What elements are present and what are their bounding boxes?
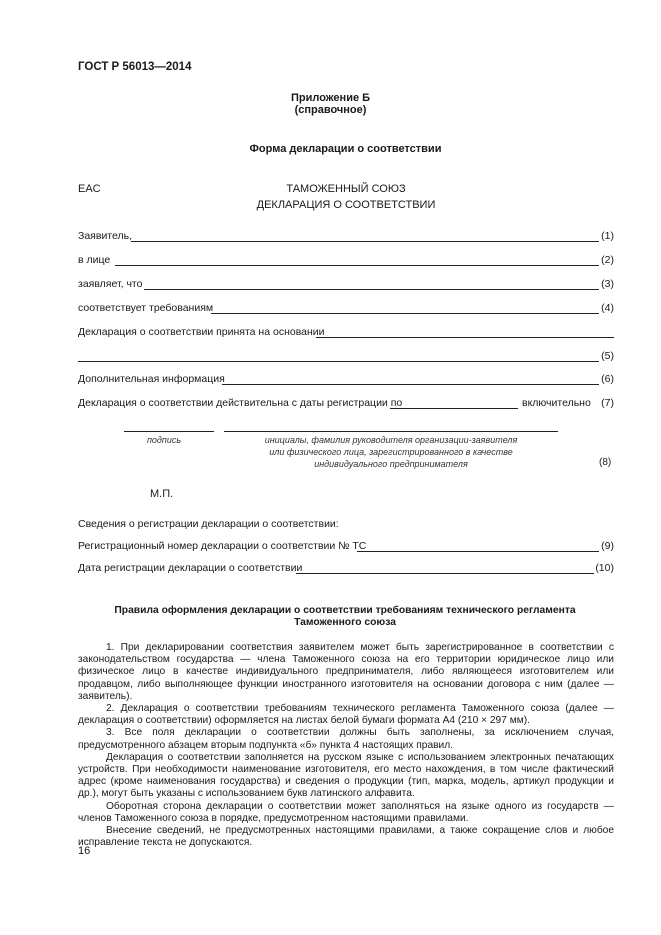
appendix-subtitle: (справочное) [294,104,367,116]
rules-body [78,642,614,849]
fill-line [131,241,599,242]
rules-paragraph: 3. Все поля декларации о соответствии должны быть заполнены, за исключением случая, предусмотренного абзацем вторым подпункта «б» пункта 4 настоящих правил. [78,727,614,751]
eac-mark: EAC [78,183,101,195]
field-validity [78,397,614,410]
field-requirements [78,302,614,315]
field-number: (9) [601,540,614,552]
field-basis [78,326,614,339]
field-number: (5) [601,350,614,362]
name-caption-line1: инициалы, фамилия руководителя организации-заявителя [264,435,518,445]
field-number: (1) [601,230,614,242]
field-label: Дополнительная информация [78,373,225,385]
field-declares [78,278,614,291]
fill-line [316,337,614,338]
field-label: соответствует требованиям [78,302,214,314]
field-reg-date [78,562,614,575]
field-applicant [78,230,614,243]
field-label: Регистрационный номер декларации о соответствии № ТС [78,540,367,552]
rules-paragraph: 1. При декларировании соответствия заявителем может быть зарегистрированное в соответствии с законодательством государства — члена Таможенного союза на его территории юридическое лицо или физическое лицо в качестве индивидуального предпринимателя, либо являющееся изготовителем или продавцом, либо выполняющее функции иностранного изготовителя на основании договора с ним (далее — заявитель). [78,642,614,702]
signature-caption: подпись [146,435,182,445]
fill-line [115,265,599,266]
fill-line [78,361,599,362]
name-line [224,431,558,432]
field-label: Дата регистрации декларации о соответствии [78,562,303,574]
field-label: Декларация о соответствии принята на основании [78,326,325,338]
fill-line [296,573,594,574]
registration-heading: Сведения о регистрации декларации о соответствии: [78,518,339,530]
field-number: (4) [601,302,614,314]
fill-line [211,313,599,314]
field-label: Декларация о соответствии действительна с даты регистрации по [78,397,403,409]
field-label: заявляет, что [78,278,143,290]
field-number: (3) [601,278,614,290]
declaration-title: ДЕКЛАРАЦИЯ О СООТВЕТСТВИИ [256,199,436,211]
name-caption-line2: или физического лица, зарегистрированного в качестве [269,447,513,457]
page-number: 16 [78,845,91,857]
standard-number: ГОСТ Р 56013—2014 [78,61,192,73]
rules-title-line2: Таможенного союза [294,617,396,628]
form-title: Форма декларации о соответствии [249,143,442,155]
union-title: ТАМОЖЕННЫЙ СОЮЗ [286,183,406,195]
field-number: (10) [595,562,614,574]
name-caption-line3: индивидуального предпринимателя [314,459,468,469]
field-number: (8) [599,457,612,468]
field-number: (2) [601,254,614,266]
fill-line [390,408,518,409]
field-basis-continued [78,350,614,363]
fill-line [222,384,599,385]
rules-paragraph: Оборотная сторона декларации о соответствии может заполняться на языке одного из государств — членов Таможенного союза в порядке, предусмотренном настоящими правилами. [78,800,614,824]
fill-line [144,289,599,290]
validity-suffix: включительно [522,397,591,409]
fill-line [357,551,599,552]
field-reg-number [78,540,614,553]
field-label: Заявитель, [78,230,133,242]
field-label: в лице [78,254,111,266]
signature-line [124,431,214,432]
field-number: (6) [601,373,614,385]
appendix-title: Приложение Б [290,92,371,104]
field-additional-info [78,373,614,386]
stamp-place: М.П. [150,488,174,500]
rules-title-line1: Правила оформления декларации о соответствии требованиям технического регламента [114,605,576,616]
field-represented-by [78,254,614,267]
rules-paragraph: Декларация о соответствии заполняется на русском языке с использованием электронных печатающих устройств. При необходимости наименование изготовителя, его место нахождения, в том числе фактический адрес (кроме наименования государства) и сведения о продукции (тип, марка, модель, артикул продукции и др.), могут быть указаны с использованием букв латинского алфавита. [78,751,614,800]
field-number: (7) [601,397,614,409]
rules-paragraph: 2. Декларация о соответствии требованиям технического регламента Таможенного союза (далее — декларация о соответствии) оформляется на листах белой бумаги формата А4 (210 × 297 мм). [78,703,614,727]
rules-paragraph: Внесение сведений, не предусмотренных настоящими правилами, а также сокращение слов и любое исправление текста не допускаются. [78,825,614,849]
